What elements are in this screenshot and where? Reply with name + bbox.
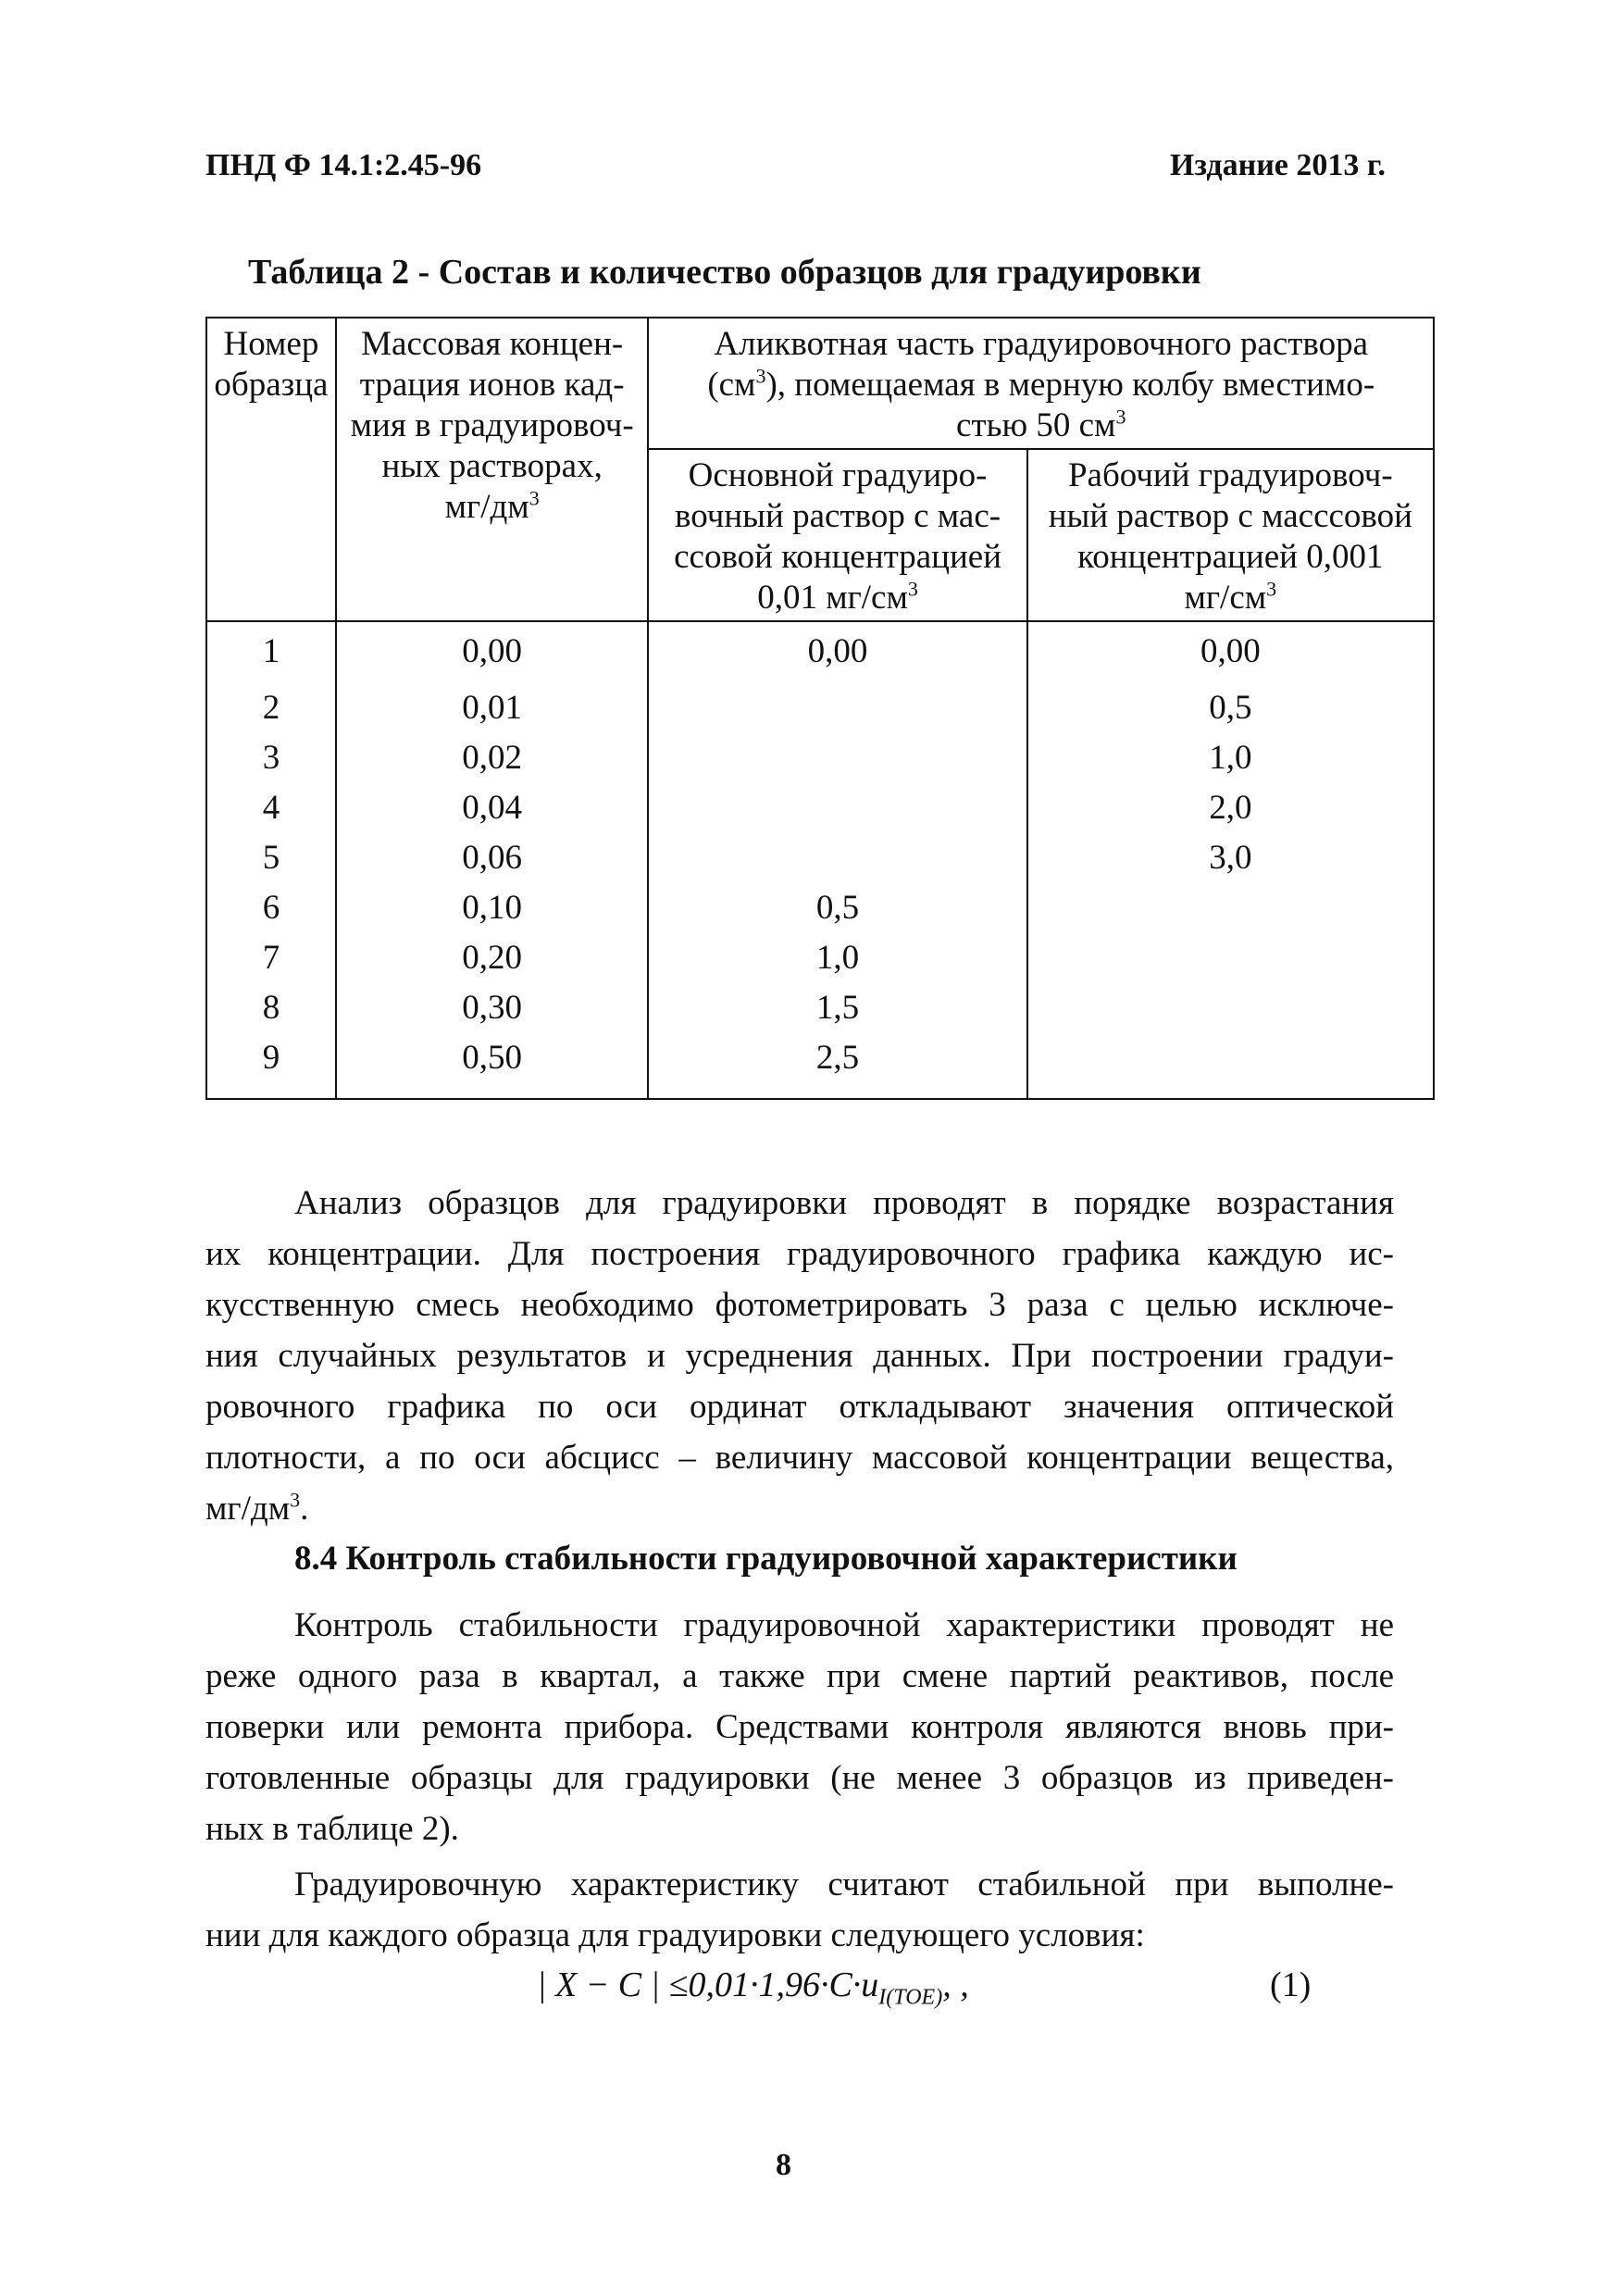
document-code: ПНД Ф 14.1:2.45-96	[205, 148, 482, 182]
cell-stock-volume: 0,00	[648, 621, 1026, 683]
paragraph-stability-condition: Градуировочную характеристику считают стабильной при выполне- нии для каждого образца для градуировки следующего условия:	[205, 1866, 1394, 1954]
section-title: 8.4 Контроль стабильности градуировочной характеристики	[294, 1540, 1238, 1578]
table-row	[206, 933, 1434, 983]
cell-concentration: 0,04	[336, 783, 649, 833]
cell-sample-number: 4	[206, 783, 336, 833]
table-row	[206, 983, 1434, 1033]
cell-working-volume	[1027, 983, 1434, 1033]
header-working-solution: Рабочий градуировоч- ный раствор с масссовой концентрацией 0,001 $мг/см^3$	[1027, 449, 1434, 621]
cell-sample-number: 1	[206, 621, 336, 683]
cell-sample-number: 2	[206, 683, 336, 733]
edition-label: Издание 2013 г.	[1169, 148, 1386, 182]
table-row	[206, 683, 1434, 733]
cell-working-volume: 2,0	[1027, 783, 1434, 833]
table-row	[206, 883, 1434, 933]
table-row	[206, 783, 1434, 833]
header-sample-number: Номер образца	[206, 318, 336, 621]
cell-stock-volume: 1,5	[648, 983, 1026, 1033]
cell-stock-volume: 1,0	[648, 933, 1026, 983]
cell-working-volume	[1027, 1033, 1434, 1099]
cell-concentration: 0,30	[336, 983, 649, 1033]
header-mass-concentration: Массовая концен- трация ионов кад- мия в градуировоч- ных растворах, $мг/дм^3$	[336, 318, 649, 621]
page-number: 8	[776, 2148, 791, 2182]
cell-sample-number: 3	[206, 733, 336, 783]
cell-sample-number: 9	[206, 1033, 336, 1099]
cell-working-volume: 0,5	[1027, 683, 1434, 733]
cell-concentration: 0,50	[336, 1033, 649, 1099]
cell-working-volume: 1,0	[1027, 733, 1434, 783]
table-row	[206, 833, 1434, 883]
cell-sample-number: 6	[206, 883, 336, 933]
cell-stock-volume: 2,5	[648, 1033, 1026, 1099]
table-caption: Таблица 2 - Состав и количество образцов для градуировки	[248, 253, 1201, 292]
table-row	[206, 1033, 1434, 1099]
cell-working-volume: 0,00	[1027, 621, 1434, 683]
cell-working-volume	[1027, 883, 1434, 933]
table-row	[206, 621, 1434, 683]
paragraph-stability-control: Контроль стабильности градуировочной характеристики проводят не реже одного раза в квартал, а также при смене партий реактивов, после поверки или ремонта прибора. Средствами контроля являются вновь при- готовленные образцы для градуировки (не менее 3 образцов из приведен- ных в таблице 2).	[205, 1606, 1394, 1848]
table-row	[206, 733, 1434, 783]
cell-concentration: 0,01	[336, 683, 649, 733]
cell-working-volume	[1027, 933, 1434, 983]
formula-number: (1)	[1270, 1965, 1312, 2004]
cell-concentration: 0,20	[336, 933, 649, 983]
cell-concentration: 0,00	[336, 621, 649, 683]
cell-sample-number: 7	[206, 933, 336, 983]
cell-concentration: 0,02	[336, 733, 649, 783]
cell-stock-volume	[648, 683, 1026, 733]
cell-concentration: 0,10	[336, 883, 649, 933]
cell-stock-volume	[648, 833, 1026, 883]
cell-stock-volume: 0,5	[648, 883, 1026, 933]
calibration-table	[205, 317, 1435, 1100]
cell-sample-number: 8	[206, 983, 336, 1033]
cell-concentration: 0,06	[336, 833, 649, 883]
header-aliquot: Аликвотная часть градуировочного раствора $(см^3)$, помещаемая в мерную колбу вместимо- стью 50 $см^3$	[648, 318, 1434, 449]
stability-formula: | X − C | $\le 0,01\cdot 1,96\cdot C\cdot u_{I(TOE)}$, ,	[537, 1965, 969, 2010]
cell-stock-volume	[648, 783, 1026, 833]
cell-working-volume: 3,0	[1027, 833, 1434, 883]
paragraph-calibration-analysis: Анализ образцов для градуировки проводят в порядке возрастания их концентрации. Для построения градуировочного графика каждую ис- кусственную смесь необходимо фотометрировать 3 раза с целью исключе- ния случайных результатов и усреднения данных. При построении градуи- ровочного графика по оси ординат откладывают значения оптической плотности, а по оси абсцисс – величину массовой концентрации вещества, $мг/дм^3$.	[205, 1184, 1394, 1528]
cell-stock-volume	[648, 733, 1026, 783]
cell-sample-number: 5	[206, 833, 336, 883]
header-stock-solution: Основной градуиро- вочный раствор с мас- ссовой концентрацией 0,01 $мг/см^3$	[648, 449, 1026, 621]
